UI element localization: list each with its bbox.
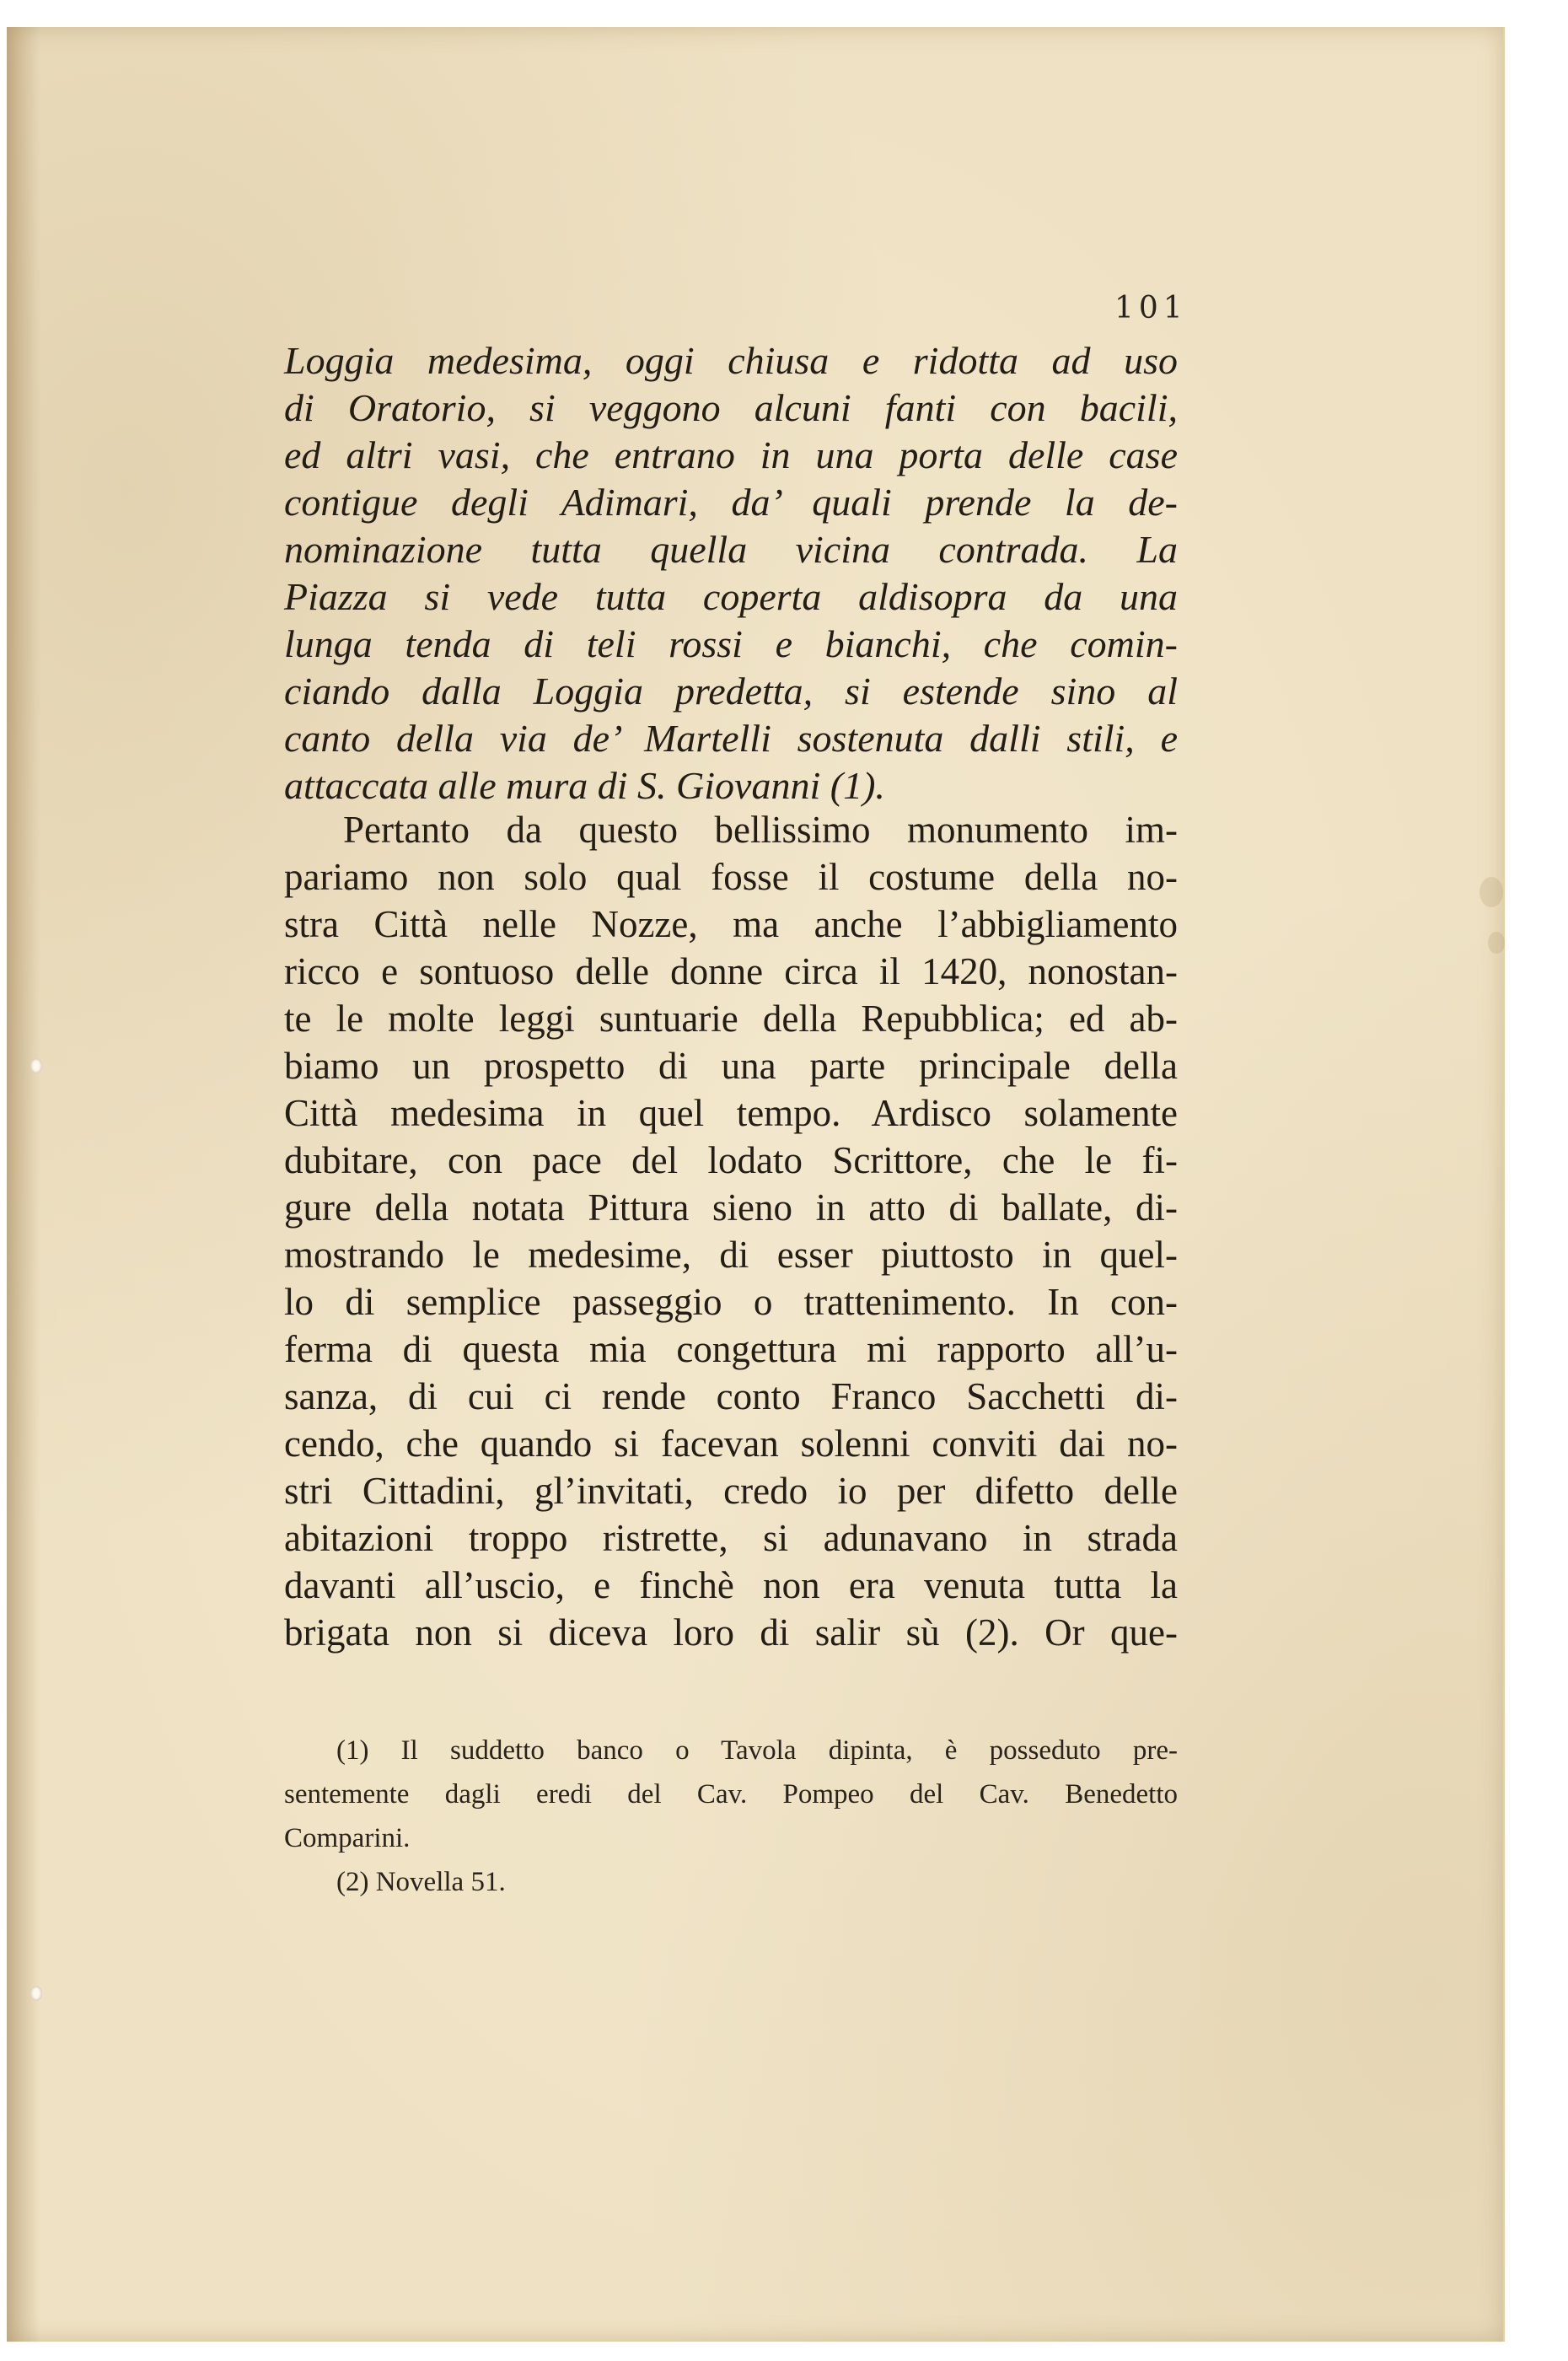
text-line: Città medesima in quel tempo. Ardisco solamente — [284, 1092, 1178, 1134]
text-line: stra Città nelle Nozze, ma anche l’abbigliamento — [284, 903, 1178, 945]
text-line: sanza, di cui ci rende conto Franco Sacchetti di- — [284, 1375, 1178, 1417]
text-line: brigata non si diceva loro di salir sù (2). Or que- — [284, 1611, 1178, 1654]
paper-stain — [1479, 877, 1503, 907]
text-line: pariamo non solo qual fosse il costume della no- — [284, 856, 1178, 898]
text-line: Loggia medesima, oggi chiusa e ridotta ad uso — [284, 339, 1178, 382]
text-line: stri Cittadini, gl’invitati, credo io per difetto delle — [284, 1470, 1178, 1512]
text-line: cendo, che quando si facevan solenni conviti dai no- — [284, 1423, 1178, 1465]
text-line: gure della notata Pittura sieno in atto di ballate, di- — [284, 1186, 1178, 1229]
footnotes — [284, 1729, 1178, 1904]
text-line: mostrando le medesime, di esser piuttosto in quel- — [284, 1234, 1178, 1276]
text-line: di Oratorio, si veggono alcuni fanti con bacili, — [284, 386, 1178, 429]
text-line: biamo un prospetto di una parte principale della — [284, 1045, 1178, 1087]
binding-hole — [30, 1986, 42, 2001]
footnote-1-line: (1) Il suddetto banco o Tavola dipinta, è posseduto pre- — [336, 1735, 1178, 1766]
text-line: abitazioni troppo ristrette, si adunavano in strada — [284, 1517, 1178, 1559]
text-line: canto della via de’ Martelli sostenuta dalli stili, e — [284, 717, 1178, 760]
text-line: ricco e sontuoso delle donne circa il 1420, nonostan- — [284, 950, 1178, 992]
text-line: dubitare, con pace del lodato Scrittore, che le fi- — [284, 1139, 1178, 1181]
italic-passage — [284, 337, 1178, 809]
footnote-1-line: Comparini. — [284, 1823, 411, 1853]
text-line: ferma di questa mia congettura mi rapporto all’u- — [284, 1328, 1178, 1370]
text-line: te le molte leggi suntuarie della Repubblica; ed ab- — [284, 998, 1178, 1040]
text-line: nominazione tutta quella vicina contrada. La — [284, 528, 1178, 571]
text-line: ciando dalla Loggia predetta, si estende sino al — [284, 670, 1178, 713]
text-line: contigue degli Adimari, da’ quali prende la de- — [284, 481, 1178, 524]
text-line: ed altri vasi, che entrano in una porta delle case — [284, 433, 1178, 476]
text-line: lunga tenda di teli rossi e bianchi, che comin- — [284, 622, 1178, 665]
footnote-2: (2) Novella 51. — [336, 1867, 506, 1897]
text-line: lo di semplice passeggio o trattenimento. In con- — [284, 1281, 1178, 1323]
paper-stain — [1488, 932, 1505, 954]
text-line: davanti all’uscio, e finchè non era venuta tutta la — [284, 1564, 1178, 1606]
text-line: Piazza si vede tutta coperta aldisopra da una — [284, 575, 1178, 618]
text-line: Pertanto da questo bellissimo monumento im- — [343, 809, 1178, 851]
text-line: attaccata alle mura di S. Giovanni (1). — [284, 764, 885, 807]
footnote-1-line: sentemente dagli eredi del Cav. Pompeo del Cav. Benedetto — [284, 1779, 1178, 1810]
binding-hole — [30, 1058, 42, 1073]
page-number: 101 — [1114, 291, 1188, 325]
roman-passage — [284, 806, 1178, 1656]
